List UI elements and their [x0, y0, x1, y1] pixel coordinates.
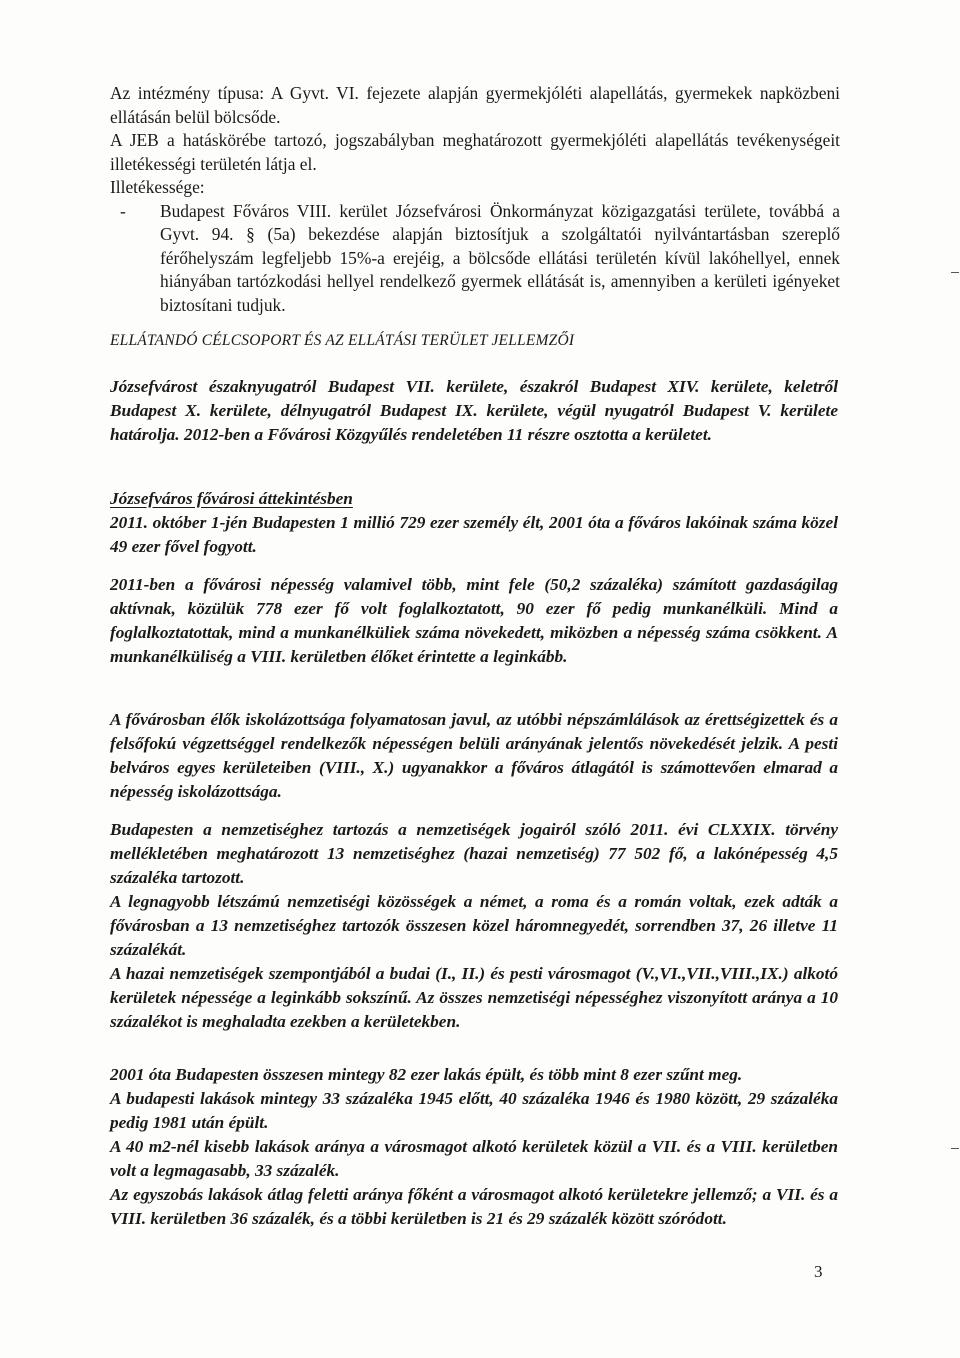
- education-paragraph: [110, 708, 838, 804]
- jeb-scope: A JEB a hatáskörébe tartozó, jogszabályban meghatározott gyermekjóléti alapellátás tevékenységeit illetékességi területén látja el.: [110, 130, 840, 174]
- housing-3: A 40 m2-nél kisebb lakások aránya a városmagot alkotó kerületek közül a VII. és a VIII. kerületben volt a legmagasabb, 33 százalék.: [110, 1137, 838, 1180]
- location-paragraph: [110, 375, 838, 447]
- scan-margin-mark: [951, 1148, 959, 1149]
- housing-2: A budapesti lakások mintegy 33 százaléka 1945 előtt, 40 százaléka 1946 és 1980 között, 29 százaléka pedig 1981 után épült.: [110, 1089, 838, 1132]
- intro-block: [110, 82, 840, 317]
- nationality-1: Budapesten a nemzetiséghez tartozás a nemzetiségek jogairól szóló 2011. évi CLXXIX. törvény mellékletében meghatározott 13 nemzetiséghez (hazai nemzetiség) 77 502 fő, a lakónépesség 4,5 százaléka tartozott.: [110, 820, 838, 887]
- scan-margin-mark: [951, 272, 959, 273]
- overview-text: 2011. október 1-jén Budapesten 1 millió 729 ezer személy élt, 2001 óta a főváros lakóinak száma közel 49 ezer fővel fogyott.: [110, 513, 838, 556]
- employment-paragraph: [110, 573, 838, 669]
- nationality-block: [110, 818, 838, 1034]
- housing-1: 2001 óta Budapesten összesen mintegy 82 ezer lakás épült, és több mint 8 ezer szűnt meg.: [110, 1065, 743, 1084]
- housing-4: Az egyszobás lakások átlag feletti aránya főként a városmagot alkotó kerületekre jellemző; a VII. és a VIII. kerületben 36 százalék, és a többi kerületben is 21 és 29 százalék között szóródott.: [110, 1185, 838, 1228]
- jurisdiction-text: Budapest Főváros VIII. kerület Józsefvárosi Önkormányzat közigazgatási területe, továbbá a Gyvt. 94. § (5a) bekezdése alapján biztosítjuk a szolgáltatói nyilvántartásban szereplő férőhelyszám legfeljebb 15%-a erejéig, a bölcsőde ellátási területén kívül lakóhellyel, ennek hiányában tartózkodási hellyel rendelkező gyermek ellátását is, amennyiben a kerületi igényeket biztosítani tudjuk.: [160, 200, 840, 315]
- jurisdiction-bullet: [110, 200, 840, 318]
- overview-block: [110, 487, 838, 559]
- location-text: Józsefvárost északnyugatról Budapest VII. kerülete, északról Budapest XIV. kerülete, keletről Budapest X. kerülete, délnyugatról Budapest IX. kerülete, végül nyugatról Budapest V. kerülete határolja. 2012-ben a Fővárosi Közgyűlés rendeletében 11 részre osztotta a kerületet.: [110, 377, 838, 444]
- bullet-dash: -: [120, 200, 126, 221]
- section-heading: ELLÁTANDÓ CÉLCSOPORT ÉS AZ ELLÁTÁSI TERÜLET JELLEMZŐI: [110, 332, 575, 349]
- employment-text: 2011-ben a fővárosi népesség valamivel több, mint fele (50,2 százaléka) számított gazdaságilag aktívnak, közülük 778 ezer fő volt foglalkoztatott, 90 ezer fő pedig munkanélküli. Mind a foglalkoztatottak, mind a munkanélküliek száma növekedett, miközben a népesség száma csökkent. A munkanélküliség a VIII. kerületben élőket érintette a leginkább.: [110, 575, 838, 666]
- institution-type: Az intézmény típusa: A Gyvt. VI. fejezete alapján gyermekjóléti alapellátás, gyermekek napközbeni ellátásán belül bölcsőde.: [110, 83, 840, 127]
- nationality-2: A legnagyobb létszámú nemzetiségi közösségek a német, a roma és a román voltak, ezek adták a fővárosban a 13 nemzetiséghez tartozók összesen közel háromnegyedét, sorrendben 37, 26 illetve 11 százalékát.: [110, 892, 838, 959]
- page-number: 3: [814, 1262, 823, 1281]
- nationality-3: A hazai nemzetiségek szempontjából a budai (I., II.) és pesti városmagot (V.,VI.,VII.,VIII.,IX.) alkotó kerületek népessége a leginkább sokszínű. Az összes nemzetiségi népességhez viszonyított aránya a 10 százalékot is meghaladta ezekben a kerületekben.: [110, 964, 838, 1031]
- jurisdiction-label: Illetékessége:: [110, 177, 205, 197]
- overview-title: Józsefváros fővárosi áttekintésben: [110, 489, 353, 508]
- housing-block: [110, 1063, 838, 1231]
- education-text: A fővárosban élők iskolázottsága folyamatosan javul, az utóbbi népszámlálások az érettségizettek és a felsőfokú végzettséggel rendelkezők népességen belüli arányának jelentős növekedését jelzik. A pesti belváros egyes kerületeiben (VIII., X.) ugyanakkor a főváros átlagától is számottevően elmarad a népesség iskolázottsága.: [110, 710, 838, 801]
